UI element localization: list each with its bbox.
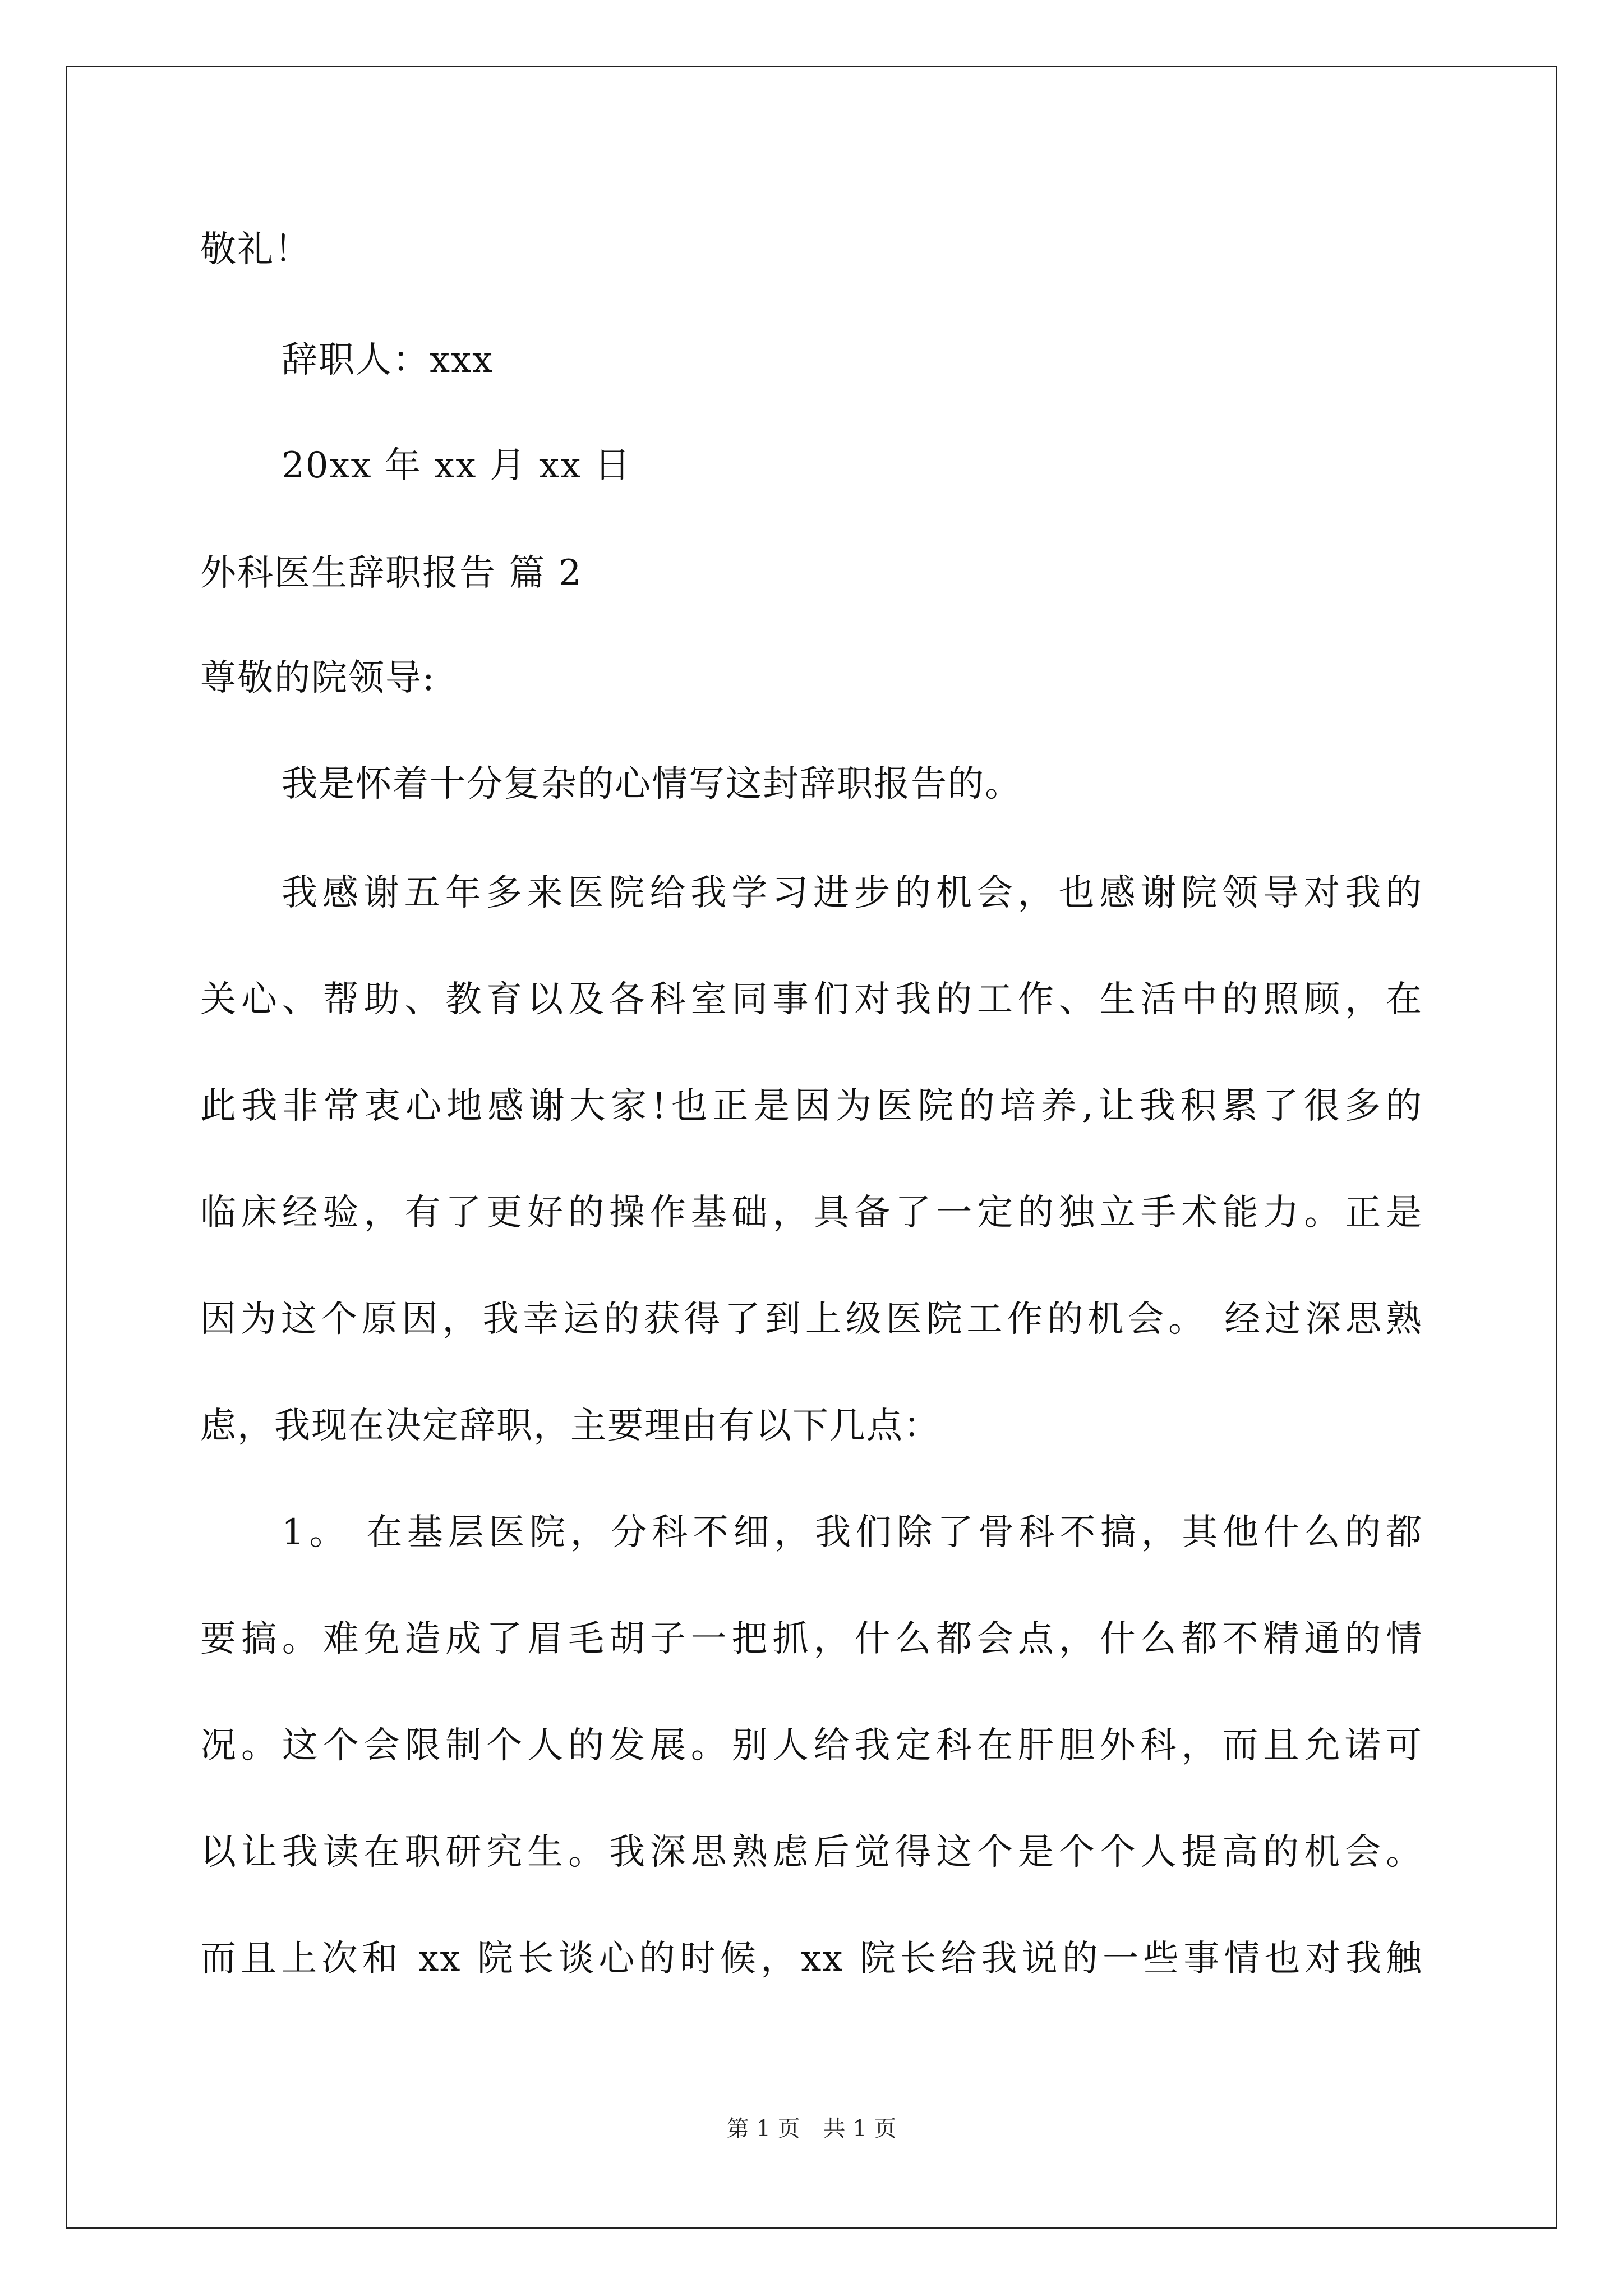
section-title: 外科医生辞职报告 篇 2	[200, 553, 583, 594]
page-number: 第 1 页	[726, 2116, 800, 2142]
closing-salutation: 敬礼！	[200, 229, 311, 270]
signature-date: 20xx 年 xx 月 xx 日	[282, 445, 631, 486]
signature-name: 辞职人：xxx	[282, 339, 494, 381]
paragraph-line: 我是怀着十分复杂的心情写这封辞职报告的。	[282, 763, 1022, 805]
paragraph-line: 临床经验，有了更好的操作基础，具备了一定的独立手术能力。正是	[200, 1192, 1423, 1234]
greeting: 尊敬的院领导:	[200, 657, 436, 699]
paragraph-line: 因为这个原因，我幸运的获得了到上级医院工作的机会。 经过深思熟	[200, 1299, 1423, 1340]
document-body	[200, 0, 1423, 2076]
paragraph-line: 况。这个会限制个人的发展。别人给我定科在肝胆外科，而且允诺可	[200, 1725, 1423, 1766]
paragraph-line: 以让我读在职研究生。我深思熟虑后觉得这个是个个人提高的机会。	[200, 1832, 1423, 1873]
page-total: 共 1 页	[823, 2116, 897, 2142]
paragraph-line: 虑，我现在决定辞职，主要理由有以下几点：	[200, 1405, 940, 1447]
paragraph-line: 要搞。难免造成了眉毛胡子一把抓，什么都会点，什么都不精通的情	[200, 1618, 1423, 1660]
paragraph-line: 我感谢五年多来医院给我学习进步的机会，也感谢院领导对我的	[282, 872, 1423, 914]
paragraph-line: 此我非常衷心地感谢大家!也正是因为医院的培养,让我积累了很多的	[200, 1085, 1423, 1127]
paragraph-line: 1。 在基层医院，分科不细，我们除了骨科不搞，其他什么的都	[282, 1512, 1423, 1553]
page-footer	[0, 2115, 1623, 2143]
paragraph-line: 关心、帮助、教育以及各科室同事们对我的工作、生活中的照顾，在	[200, 979, 1423, 1020]
paragraph-line: 而且上次和 xx 院长谈心的时候，xx 院长给我说的一些事情也对我触	[200, 1938, 1423, 1980]
